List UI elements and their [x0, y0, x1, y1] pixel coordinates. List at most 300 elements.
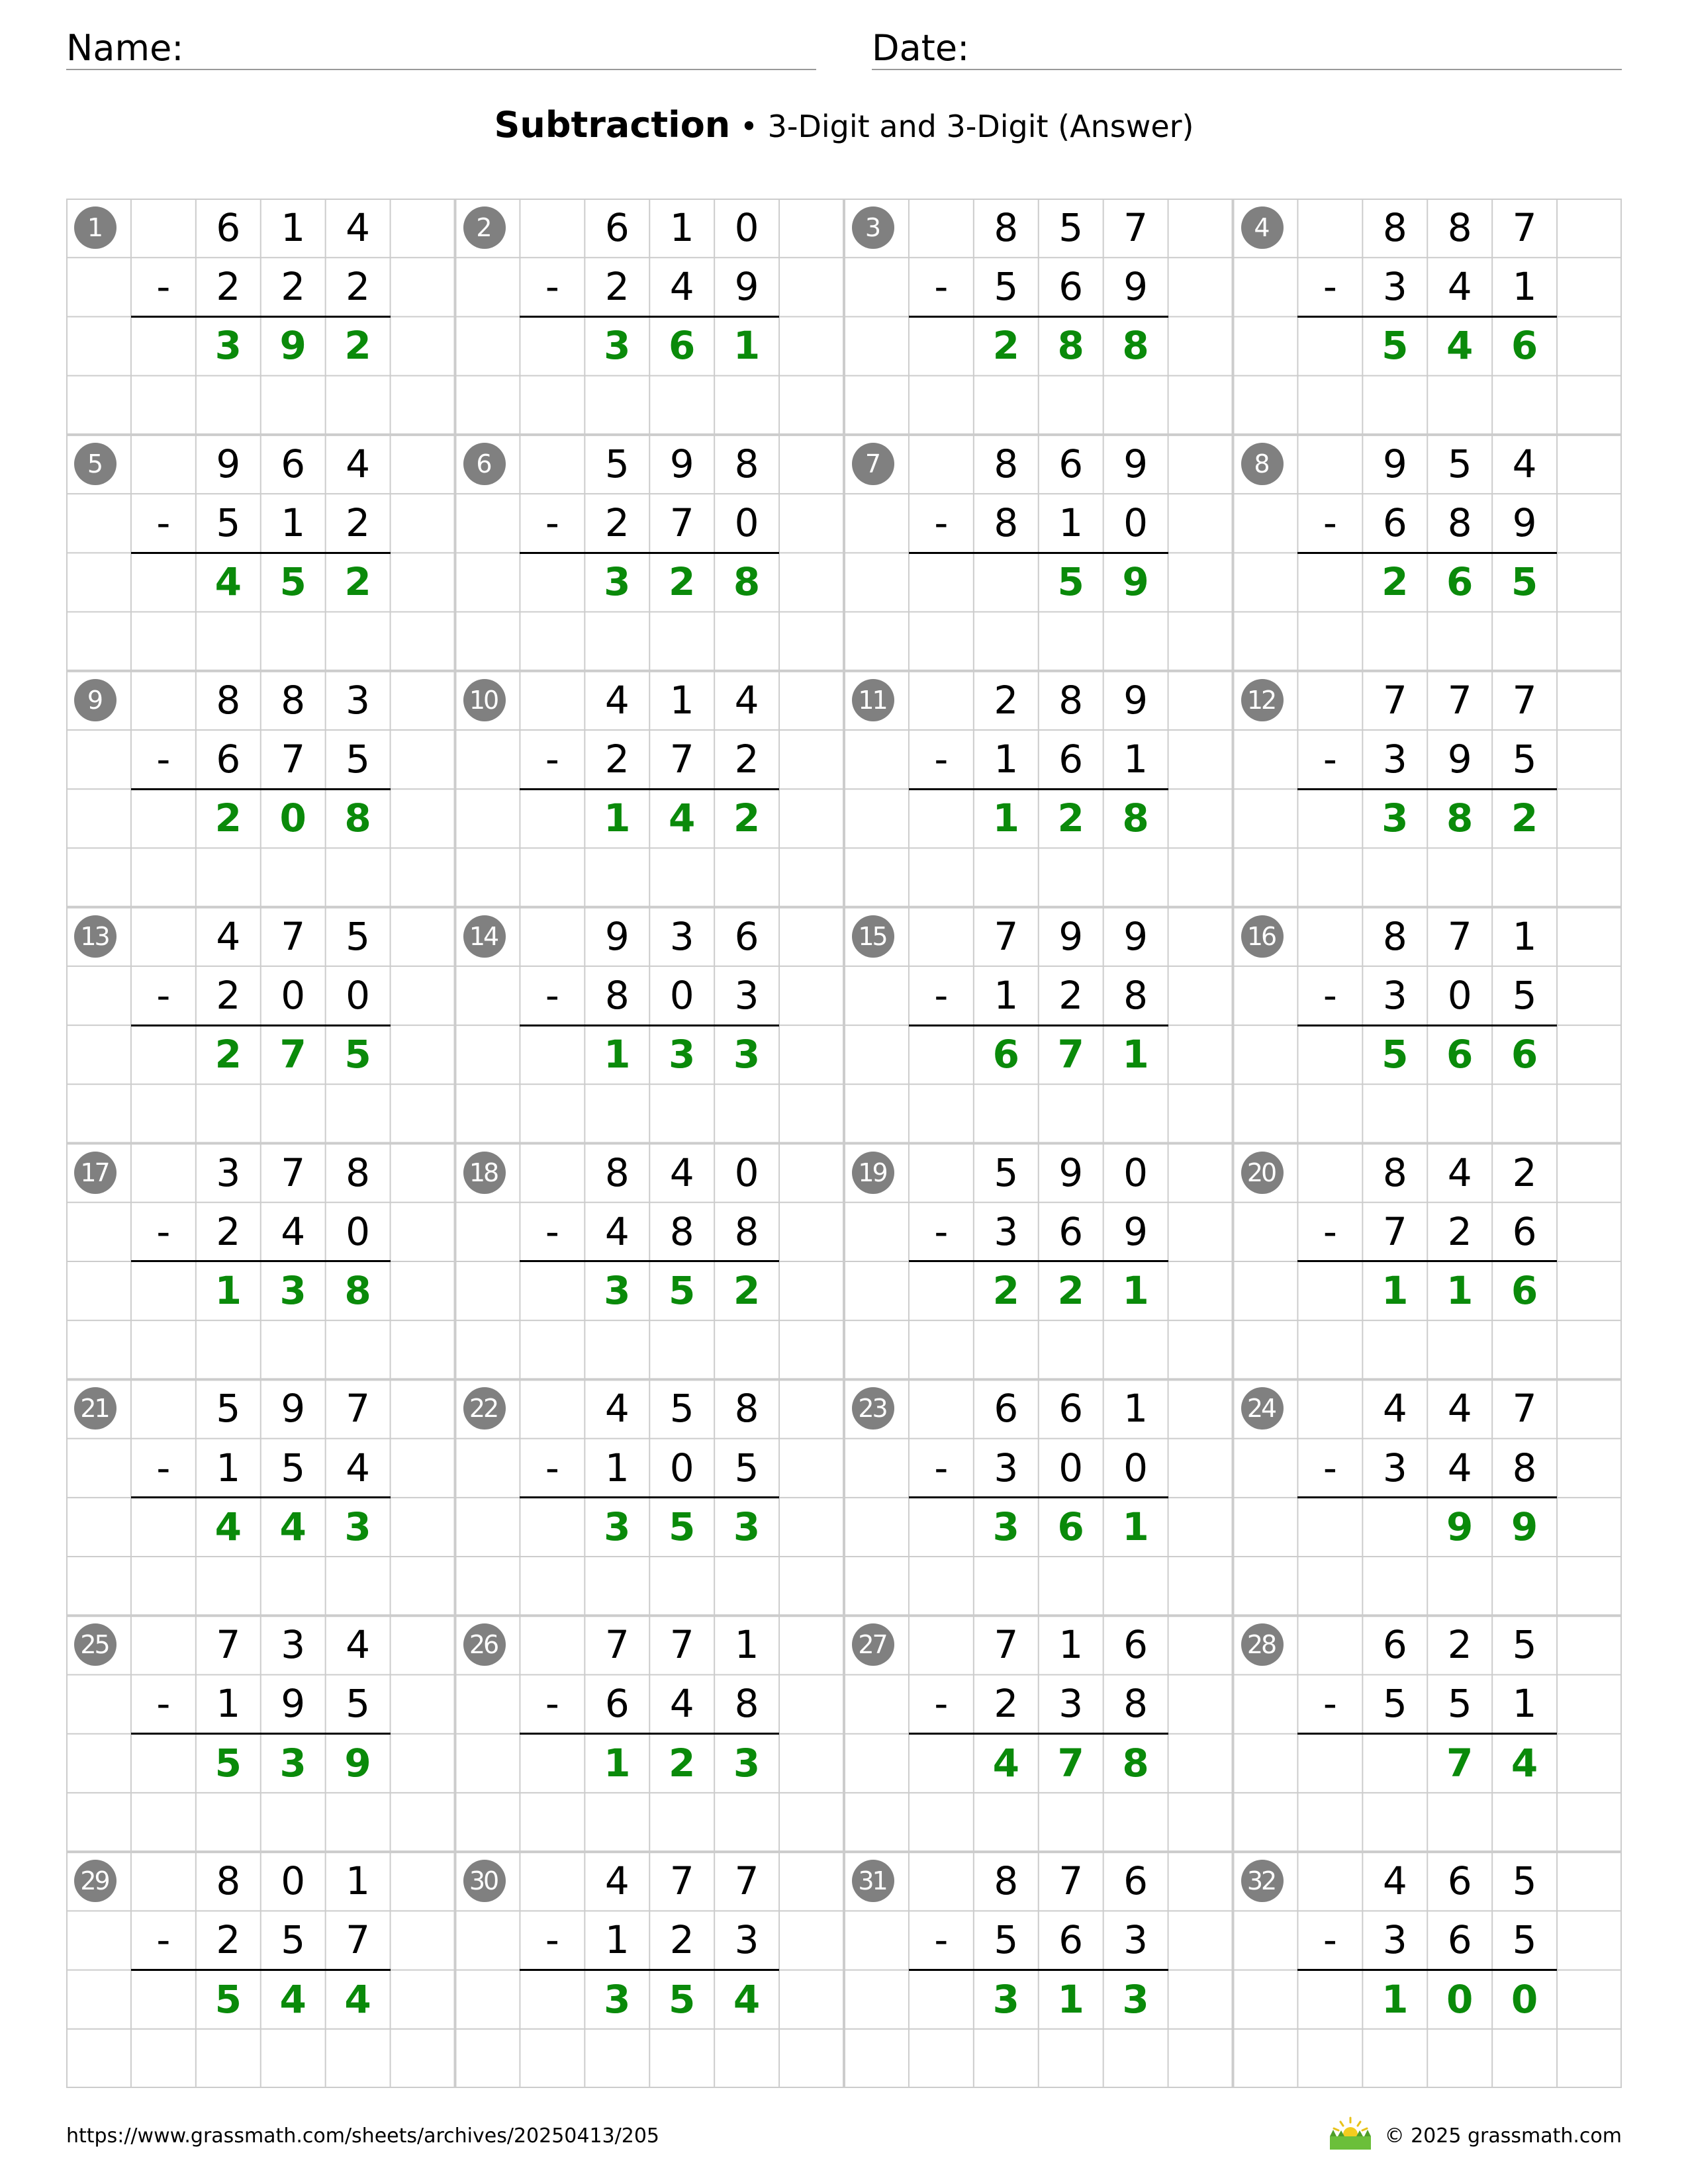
- answer-digit: [1362, 1498, 1427, 1557]
- answer-digit: 7: [1057, 1032, 1084, 1077]
- answer-digit: 3: [1122, 1976, 1149, 2022]
- answer-rule: [520, 1260, 779, 1262]
- minus-sign: -: [545, 1208, 559, 1254]
- problem-16: [1233, 907, 1622, 1144]
- name-field[interactable]: [66, 20, 816, 70]
- answer-digit: 2: [669, 1740, 696, 1786]
- problem-number-badge: 4: [1241, 206, 1284, 249]
- answer-digit: 6: [1057, 1504, 1084, 1549]
- problem-number-badge: 26: [463, 1623, 506, 1666]
- minuend-digit: 6: [1058, 1386, 1084, 1432]
- answer-digit: 9: [344, 1740, 371, 1786]
- answer-digit: 5: [214, 1976, 242, 2022]
- minus-sign: -: [545, 972, 559, 1018]
- minus-sign: -: [1323, 1445, 1337, 1490]
- minuend-digit: 9: [1123, 677, 1149, 723]
- problem-8: [1233, 435, 1622, 671]
- minus-sign: -: [934, 500, 949, 546]
- subtrahend-digit: 0: [346, 1208, 371, 1254]
- subtrahend-digit: 0: [1058, 1445, 1084, 1490]
- minuend-digit: 9: [281, 1386, 306, 1432]
- minuend-digit: 7: [669, 1622, 694, 1668]
- answer-digit: 5: [669, 1976, 696, 2022]
- subtrahend-digit: 8: [1123, 1681, 1149, 1727]
- problem-19: [844, 1144, 1233, 1380]
- answer-rule: [1297, 316, 1557, 318]
- answer-digit: 5: [1057, 559, 1084, 605]
- subtrahend-digit: 6: [604, 1681, 630, 1727]
- answer-rule: [520, 788, 779, 790]
- answer-digit: 4: [1446, 323, 1474, 369]
- problem-22: [455, 1379, 845, 1615]
- minus-sign: -: [1323, 1208, 1337, 1254]
- subtrahend-digit: 5: [734, 1445, 759, 1490]
- problem-number-badge: 28: [1241, 1623, 1284, 1666]
- answer-rule: [131, 788, 391, 790]
- subtrahend-digit: 4: [346, 1445, 371, 1490]
- minus-sign: -: [156, 500, 171, 546]
- minuend-digit: 7: [1512, 1386, 1537, 1432]
- minuend-digit: 1: [1123, 1386, 1149, 1432]
- minuend-digit: 2: [1512, 1150, 1537, 1195]
- subtrahend-digit: 6: [1058, 736, 1084, 782]
- footer-copyright: © 2025 grassmath.com: [1384, 2124, 1622, 2148]
- answer-digit: 0: [279, 796, 306, 841]
- minus-sign: -: [545, 264, 559, 310]
- problem-number-badge: 21: [74, 1387, 117, 1430]
- answer-digit: 2: [214, 1032, 242, 1077]
- title-subtitle: • 3-Digit and 3-Digit (Answer): [730, 109, 1194, 144]
- problem-number-badge: 17: [74, 1152, 117, 1194]
- minuend-digit: 7: [1447, 677, 1472, 723]
- minuend-digit: 8: [994, 1858, 1019, 1904]
- subtrahend-digit: 6: [1058, 1917, 1084, 1963]
- subtrahend-digit: 3: [734, 1917, 759, 1963]
- minuend-digit: 9: [1058, 913, 1084, 959]
- problem-number-badge: 13: [74, 915, 117, 958]
- problem-number-badge: 9: [74, 679, 117, 721]
- answer-digit: 5: [669, 1267, 696, 1313]
- subtrahend-digit: 2: [604, 264, 630, 310]
- answer-rule: [131, 1733, 391, 1735]
- minuend-digit: 7: [994, 913, 1019, 959]
- problem-number-badge: 15: [852, 915, 894, 958]
- minus-sign: -: [156, 972, 171, 1018]
- answer-digit: 8: [733, 559, 761, 605]
- answer-digit: 9: [1446, 1504, 1474, 1549]
- answer-digit: 1: [1122, 1267, 1149, 1313]
- minuend-digit: 4: [669, 1150, 694, 1195]
- problem-3: [844, 199, 1233, 435]
- answer-digit: 2: [669, 559, 696, 605]
- minus-sign: -: [156, 1917, 171, 1963]
- answer-digit: 1: [1446, 1267, 1474, 1313]
- subtrahend-digit: 2: [346, 500, 371, 546]
- subtrahend-digit: 4: [669, 264, 694, 310]
- problem-25: [66, 1615, 455, 1852]
- answer-digit: 0: [1511, 1976, 1538, 2022]
- minuend-digit: 1: [1512, 913, 1537, 959]
- minuend-digit: 9: [1058, 1150, 1084, 1195]
- answer-digit: 8: [1122, 323, 1149, 369]
- subtrahend-digit: 5: [216, 500, 241, 546]
- subtrahend-digit: 3: [1382, 736, 1407, 782]
- answer-digit: 6: [992, 1032, 1019, 1077]
- minuend-digit: 1: [346, 1858, 371, 1904]
- problem-number-badge: 31: [852, 1860, 894, 1902]
- minuend-digit: 8: [994, 205, 1019, 250]
- subtrahend-digit: 7: [346, 1917, 371, 1963]
- problem-number-badge: 22: [463, 1387, 506, 1430]
- answer-rule: [1297, 788, 1557, 790]
- minus-sign: -: [934, 1681, 949, 1727]
- subtrahend-digit: 0: [669, 972, 694, 1018]
- answer-digit: 3: [733, 1032, 761, 1077]
- minus-sign: -: [156, 1208, 171, 1254]
- answer-digit: 1: [604, 1032, 631, 1077]
- subtrahend-digit: 5: [281, 1917, 306, 1963]
- problem-number-badge: 24: [1241, 1387, 1284, 1430]
- answer-rule: [1297, 1024, 1557, 1026]
- worksheet-title: [0, 104, 1688, 146]
- subtrahend-digit: 2: [1447, 1208, 1472, 1254]
- answer-digit: 1: [1122, 1504, 1149, 1549]
- minuend-digit: 3: [216, 1150, 241, 1195]
- minuend-digit: 7: [281, 1150, 306, 1195]
- subtrahend-digit: 5: [994, 1917, 1019, 1963]
- minuend-digit: 4: [1512, 441, 1537, 486]
- minuend-digit: 1: [1058, 1622, 1084, 1668]
- minuend-digit: 3: [669, 913, 694, 959]
- answer-digit: 0: [1446, 1976, 1474, 2022]
- minus-sign: -: [1323, 1917, 1337, 1963]
- minuend-digit: 7: [604, 1622, 630, 1668]
- answer-digit: 1: [1122, 1032, 1149, 1077]
- problem-number-badge: 16: [1241, 915, 1284, 958]
- minuend-digit: 7: [994, 1622, 1019, 1668]
- answer-digit: 8: [1122, 1740, 1149, 1786]
- minuend-digit: 1: [669, 677, 694, 723]
- problem-number-badge: 8: [1241, 443, 1284, 485]
- subtrahend-digit: 8: [1447, 500, 1472, 546]
- subtrahend-digit: 3: [1382, 1445, 1407, 1490]
- answer-digit: 3: [992, 1504, 1019, 1549]
- answer-digit: 4: [733, 1976, 761, 2022]
- answer-digit: 3: [604, 1976, 631, 2022]
- answer-digit: 4: [669, 796, 696, 841]
- problem-20: [1233, 1144, 1622, 1380]
- subtrahend-digit: 8: [734, 1681, 759, 1727]
- subtrahend-digit: 2: [216, 972, 241, 1018]
- minuend-digit: 4: [1382, 1386, 1407, 1432]
- answer-digit: 1: [1382, 1976, 1409, 2022]
- problem-32: [1233, 1852, 1622, 2088]
- minuend-digit: 4: [346, 205, 371, 250]
- answer-digit: [1362, 1734, 1427, 1793]
- answer-digit: 3: [604, 1504, 631, 1549]
- minuend-digit: 6: [1058, 441, 1084, 486]
- answer-digit: 8: [1446, 796, 1474, 841]
- subtrahend-digit: 1: [1512, 264, 1537, 310]
- problem-12: [1233, 671, 1622, 907]
- answer-rule: [131, 1969, 391, 1971]
- problem-2: [455, 199, 845, 435]
- subtrahend-digit: 2: [994, 1681, 1019, 1727]
- answer-rule: [909, 1733, 1168, 1735]
- minuend-digit: 8: [1382, 1150, 1407, 1195]
- minuend-digit: 4: [346, 1622, 371, 1668]
- subtrahend-digit: 2: [1058, 972, 1084, 1018]
- subtrahend-digit: 5: [994, 264, 1019, 310]
- answer-digit: 4: [992, 1740, 1019, 1786]
- subtrahend-digit: 5: [346, 736, 371, 782]
- problem-5: [66, 435, 455, 671]
- subtrahend-digit: 3: [1382, 1917, 1407, 1963]
- answer-digit: [974, 553, 1039, 612]
- answer-rule: [1297, 1496, 1557, 1498]
- answer-digit: 5: [1511, 559, 1538, 605]
- answer-digit: 5: [214, 1740, 242, 1786]
- minuend-digit: 9: [1123, 913, 1149, 959]
- problem-number-badge: 29: [74, 1860, 117, 1902]
- subtrahend-digit: 7: [669, 500, 694, 546]
- answer-digit: 2: [992, 1267, 1019, 1313]
- minus-sign: -: [1323, 500, 1337, 546]
- minuend-digit: 4: [734, 677, 759, 723]
- minus-sign: -: [934, 1445, 949, 1490]
- answer-digit: 6: [1511, 1032, 1538, 1077]
- minuend-digit: 8: [1382, 205, 1407, 250]
- minuend-digit: 7: [1512, 677, 1537, 723]
- minuend-digit: 6: [1123, 1622, 1149, 1668]
- subtrahend-digit: 1: [604, 1445, 630, 1490]
- minuend-digit: 8: [216, 677, 241, 723]
- subtrahend-digit: 2: [604, 736, 630, 782]
- subtrahend-digit: 0: [1123, 500, 1149, 546]
- minuend-digit: 8: [1382, 913, 1407, 959]
- answer-digit: 3: [669, 1032, 696, 1077]
- answer-digit: 3: [992, 1976, 1019, 2022]
- answer-digit: 4: [279, 1976, 306, 2022]
- answer-rule: [520, 552, 779, 554]
- answer-digit: 5: [669, 1504, 696, 1549]
- minuend-digit: 9: [1123, 441, 1149, 486]
- subtrahend-digit: 1: [1123, 736, 1149, 782]
- minuend-digit: 7: [1447, 913, 1472, 959]
- minus-sign: -: [156, 264, 171, 310]
- minuend-digit: 4: [1447, 1386, 1472, 1432]
- problem-number-badge: 11: [852, 679, 894, 721]
- minuend-digit: 2: [994, 677, 1019, 723]
- subtrahend-digit: 2: [346, 264, 371, 310]
- subtrahend-digit: 3: [734, 972, 759, 1018]
- minuend-digit: 8: [604, 1150, 630, 1195]
- problem-number-badge: 2: [463, 206, 506, 249]
- answer-digit: 6: [1511, 1267, 1538, 1313]
- answer-digit: 9: [1511, 1504, 1538, 1549]
- answer-digit: 2: [214, 796, 242, 841]
- minuend-digit: 0: [734, 205, 759, 250]
- problem-number-badge: 1: [74, 206, 117, 249]
- problem-21: [66, 1379, 455, 1615]
- answer-rule: [909, 316, 1168, 318]
- minuend-digit: 9: [216, 441, 241, 486]
- minuend-digit: 6: [994, 1386, 1019, 1432]
- answer-digit: 3: [279, 1740, 306, 1786]
- answer-digit: 2: [733, 1267, 761, 1313]
- problem-10: [455, 671, 845, 907]
- problem-number-badge: 5: [74, 443, 117, 485]
- problem-13: [66, 907, 455, 1144]
- answer-rule: [131, 1024, 391, 1026]
- answer-digit: 2: [992, 323, 1019, 369]
- answer-rule: [520, 1496, 779, 1498]
- minuend-digit: 6: [216, 205, 241, 250]
- minuend-digit: 5: [669, 1386, 694, 1432]
- answer-digit: 3: [604, 559, 631, 605]
- subtrahend-digit: 6: [216, 736, 241, 782]
- minuend-digit: 1: [669, 205, 694, 250]
- problem-number-badge: 18: [463, 1152, 506, 1194]
- minuend-digit: 7: [1382, 677, 1407, 723]
- subtrahend-digit: 0: [1123, 1445, 1149, 1490]
- minuend-digit: 4: [216, 913, 241, 959]
- answer-rule: [909, 552, 1168, 554]
- answer-digit: 7: [279, 1032, 306, 1077]
- answer-digit: 3: [733, 1740, 761, 1786]
- subtrahend-digit: 2: [216, 1917, 241, 1963]
- answer-digit: 1: [604, 796, 631, 841]
- subtrahend-digit: 6: [1382, 500, 1407, 546]
- minus-sign: -: [934, 736, 949, 782]
- answer-digit: 3: [604, 1267, 631, 1313]
- subtrahend-digit: 8: [669, 1208, 694, 1254]
- subtrahend-digit: 4: [669, 1681, 694, 1727]
- answer-digit: 2: [1057, 796, 1084, 841]
- subtrahend-digit: 8: [1512, 1445, 1537, 1490]
- problem-7: [844, 435, 1233, 671]
- subtrahend-digit: 9: [281, 1681, 306, 1727]
- answer-digit: 2: [1057, 1267, 1084, 1313]
- minus-sign: -: [1323, 972, 1337, 1018]
- answer-digit: 9: [279, 323, 306, 369]
- date-field[interactable]: [872, 20, 1622, 70]
- problem-number-badge: 6: [463, 443, 506, 485]
- answer-rule: [520, 316, 779, 318]
- minuend-digit: 7: [346, 1386, 371, 1432]
- minus-sign: -: [934, 264, 949, 310]
- problem-number-badge: 12: [1241, 679, 1284, 721]
- subtrahend-digit: 5: [1447, 1681, 1472, 1727]
- minuend-digit: 8: [994, 441, 1019, 486]
- subtrahend-digit: 6: [1058, 264, 1084, 310]
- subtrahend-digit: 6: [1058, 1208, 1084, 1254]
- answer-digit: 3: [1382, 796, 1409, 841]
- subtrahend-digit: 8: [1123, 972, 1149, 1018]
- answer-digit: 2: [733, 796, 761, 841]
- subtrahend-digit: 0: [1447, 972, 1472, 1018]
- minuend-digit: 8: [734, 441, 759, 486]
- minuend-digit: 4: [604, 1858, 630, 1904]
- minuend-digit: 1: [734, 1622, 759, 1668]
- minuend-digit: 8: [346, 1150, 371, 1195]
- answer-digit: 5: [279, 559, 306, 605]
- minuend-digit: 0: [281, 1858, 306, 1904]
- subtrahend-digit: 3: [1058, 1681, 1084, 1727]
- subtrahend-digit: 9: [734, 264, 759, 310]
- answer-digit: 4: [214, 559, 242, 605]
- subtrahend-digit: 5: [281, 1445, 306, 1490]
- problem-sheet: [66, 199, 1622, 2088]
- subtrahend-digit: 2: [734, 736, 759, 782]
- problem-30: [455, 1852, 845, 2088]
- problem-number-badge: 23: [852, 1387, 894, 1430]
- minuend-digit: 6: [1382, 1622, 1407, 1668]
- minuend-digit: 4: [1447, 1150, 1472, 1195]
- subtrahend-digit: 3: [1382, 972, 1407, 1018]
- subtrahend-digit: 4: [1447, 1445, 1472, 1490]
- problem-27: [844, 1615, 1233, 1852]
- answer-digit: 4: [1511, 1740, 1538, 1786]
- subtrahend-digit: 7: [281, 736, 306, 782]
- name-label: Name:: [66, 27, 184, 69]
- subtrahend-digit: 8: [604, 972, 630, 1018]
- subtrahend-digit: 3: [1382, 264, 1407, 310]
- problem-number-badge: 25: [74, 1623, 117, 1666]
- answer-rule: [131, 1496, 391, 1498]
- subtrahend-digit: 9: [1123, 1208, 1149, 1254]
- answer-digit: 1: [1382, 1267, 1409, 1313]
- minuend-digit: 5: [1447, 441, 1472, 486]
- answer-digit: 6: [1511, 323, 1538, 369]
- subtrahend-digit: 6: [1512, 1208, 1537, 1254]
- problem-14: [455, 907, 845, 1144]
- footer-url[interactable]: https://www.grassmath.com/sheets/archives/20250413/205: [66, 2124, 660, 2148]
- subtrahend-digit: 1: [281, 500, 306, 546]
- subtrahend-digit: 4: [604, 1208, 630, 1254]
- answer-digit: 1: [604, 1740, 631, 1786]
- answer-digit: 5: [1382, 1032, 1409, 1077]
- answer-digit: 1: [992, 796, 1019, 841]
- minuend-digit: 8: [1058, 677, 1084, 723]
- minuend-digit: 7: [669, 1858, 694, 1904]
- minuend-digit: 4: [346, 441, 371, 486]
- problem-23: [844, 1379, 1233, 1615]
- subtrahend-digit: 1: [216, 1445, 241, 1490]
- problem-number-badge: 20: [1241, 1152, 1284, 1194]
- minuend-digit: 7: [1058, 1858, 1084, 1904]
- answer-digit: 8: [344, 1267, 371, 1313]
- minuend-digit: 5: [994, 1150, 1019, 1195]
- answer-digit: 2: [344, 559, 371, 605]
- answer-digit: 9: [1122, 559, 1149, 605]
- minuend-digit: 7: [1123, 205, 1149, 250]
- minuend-digit: 5: [1512, 1858, 1537, 1904]
- subtrahend-digit: 2: [216, 264, 241, 310]
- subtrahend-digit: 5: [1512, 1917, 1537, 1963]
- minuend-digit: 6: [734, 913, 759, 959]
- answer-rule: [909, 1024, 1168, 1026]
- minuend-digit: 0: [734, 1150, 759, 1195]
- answer-rule: [1297, 1969, 1557, 1971]
- minus-sign: -: [934, 972, 949, 1018]
- minuend-digit: 4: [1382, 1858, 1407, 1904]
- answer-rule: [1297, 552, 1557, 554]
- subtrahend-digit: 5: [1382, 1681, 1407, 1727]
- answer-digit: 3: [733, 1504, 761, 1549]
- minus-sign: -: [545, 1445, 559, 1490]
- minuend-digit: 7: [281, 913, 306, 959]
